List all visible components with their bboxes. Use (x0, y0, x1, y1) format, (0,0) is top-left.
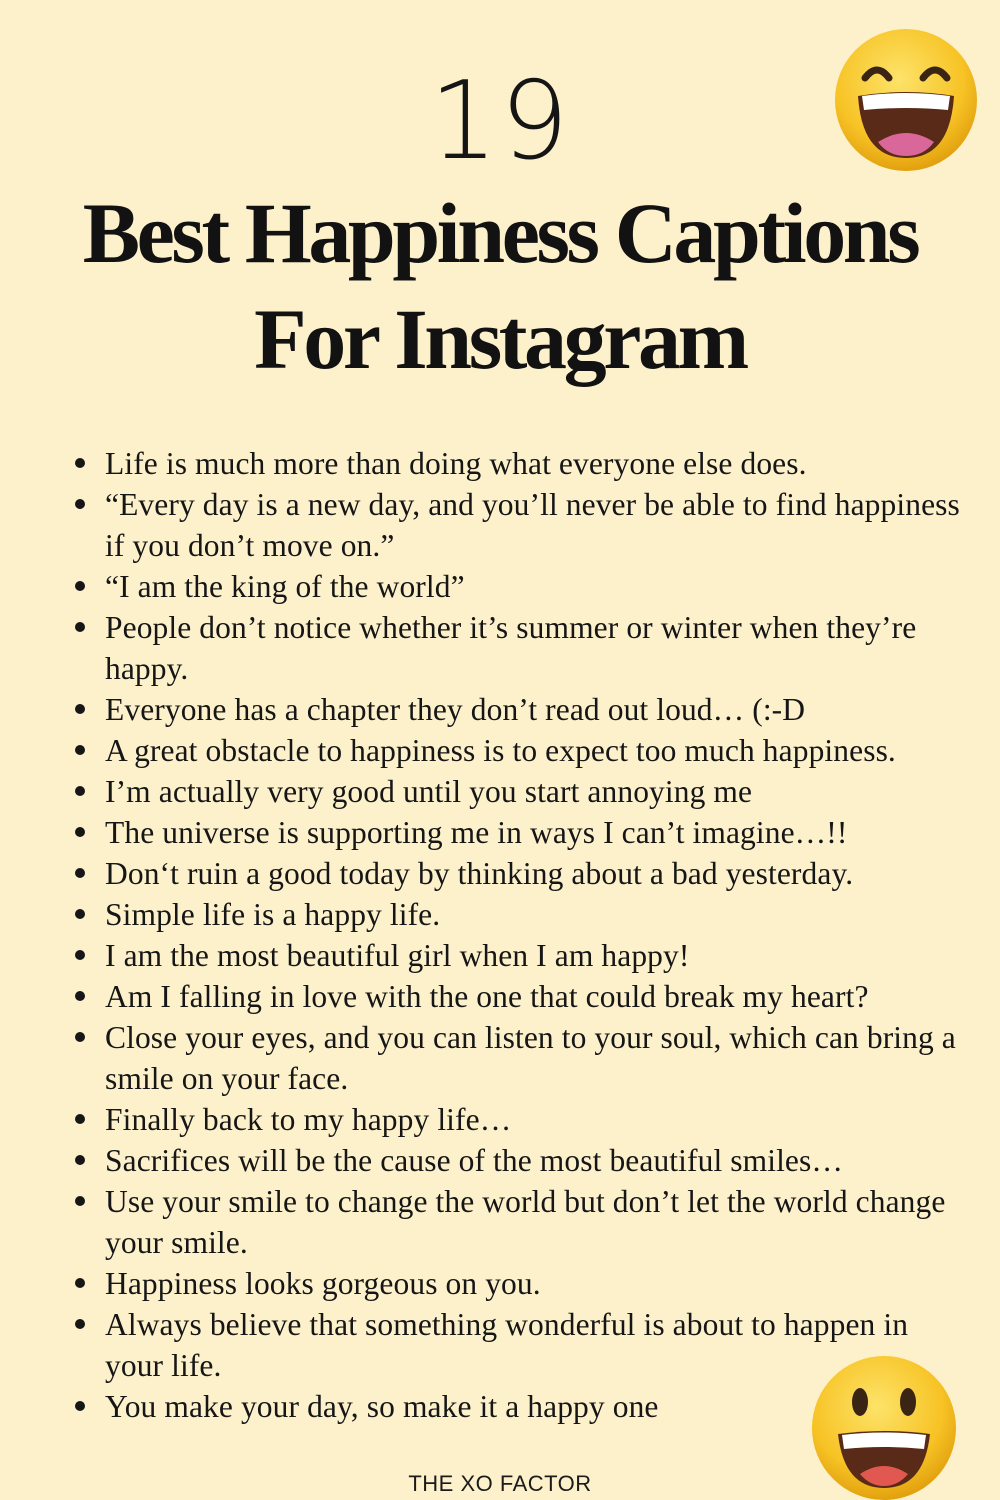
bullet-icon (75, 1196, 85, 1206)
list-item (0, 1263, 1000, 1304)
caption-text: A great obstacle to happiness is to expect too much happiness. (105, 733, 896, 768)
bullet-icon (75, 1319, 85, 1329)
bullet-icon (75, 1032, 85, 1042)
bullet-icon (75, 1114, 85, 1124)
caption-text: I am the most beautiful girl when I am happy! (105, 938, 690, 973)
list-item (0, 894, 1000, 935)
list-item (0, 1181, 1000, 1263)
caption-text: Don‘t ruin a good today by thinking about a bad yesterday. (105, 856, 854, 891)
caption-text: Use your smile to change the world but don’t let the world change your smile. (105, 1184, 946, 1260)
caption-list (0, 443, 1000, 1427)
list-item (0, 1017, 1000, 1099)
list-item (0, 566, 1000, 607)
caption-text: Finally back to my happy life… (105, 1102, 512, 1137)
caption-text: Always believe that something wonderful is about to happen in your life. (105, 1307, 909, 1383)
bullet-icon (75, 909, 85, 919)
bullet-icon (75, 581, 85, 591)
bullet-icon (75, 1278, 85, 1288)
caption-text: People don’t notice whether it’s summer or winter when they’re happy. (105, 610, 917, 686)
bullet-icon (75, 1155, 85, 1165)
caption-text: I’m actually very good until you start annoying me (105, 774, 753, 809)
caption-text: Simple life is a happy life. (105, 897, 441, 932)
bullet-icon (75, 991, 85, 1001)
list-item (0, 730, 1000, 771)
bullet-icon (75, 499, 85, 509)
bullet-icon (75, 458, 85, 468)
caption-text: Sacrifices will be the cause of the most beautiful smiles… (105, 1143, 843, 1178)
caption-count: 19 (429, 59, 571, 184)
list-item (0, 771, 1000, 812)
caption-text: “I am the king of the world” (105, 569, 465, 604)
caption-text: The universe is supporting me in ways I can’t imagine…!! (105, 815, 848, 850)
bullet-icon (75, 1401, 85, 1411)
list-item (0, 976, 1000, 1017)
caption-text: “Every day is a new day, and you’ll never be able to find happiness if you don’t move on.” (105, 487, 960, 563)
bullet-icon (75, 786, 85, 796)
bullet-icon (75, 827, 85, 837)
bullet-icon (75, 745, 85, 755)
caption-text: You make your day, so make it a happy one (105, 1389, 659, 1424)
caption-text: Am I falling in love with the one that could break my heart? (105, 979, 869, 1014)
list-item (0, 812, 1000, 853)
list-item (0, 935, 1000, 976)
laughing-face-icon (832, 26, 980, 174)
list-item (0, 607, 1000, 689)
brand-footer: THE XO FACTOR (408, 1471, 592, 1496)
caption-text: Close your eyes, and you can listen to your soul, which can bring a smile on your face. (105, 1020, 956, 1096)
list-item (0, 443, 1000, 484)
list-item (0, 853, 1000, 894)
list-item (0, 1099, 1000, 1140)
list-item (0, 484, 1000, 566)
caption-text: Happiness looks gorgeous on you. (105, 1266, 541, 1301)
bullet-icon (75, 622, 85, 632)
caption-text: Everyone has a chapter they don’t read out loud… (:-D (105, 692, 806, 727)
page-title-line2: For Instagram (254, 291, 746, 387)
list-item (0, 689, 1000, 730)
bullet-icon (75, 868, 85, 878)
caption-text: Life is much more than doing what everyone else does. (105, 446, 807, 481)
list-item (0, 1140, 1000, 1181)
bullet-icon (75, 950, 85, 960)
bullet-icon (75, 704, 85, 714)
page-title-line1: Best Happiness Captions (82, 185, 918, 281)
